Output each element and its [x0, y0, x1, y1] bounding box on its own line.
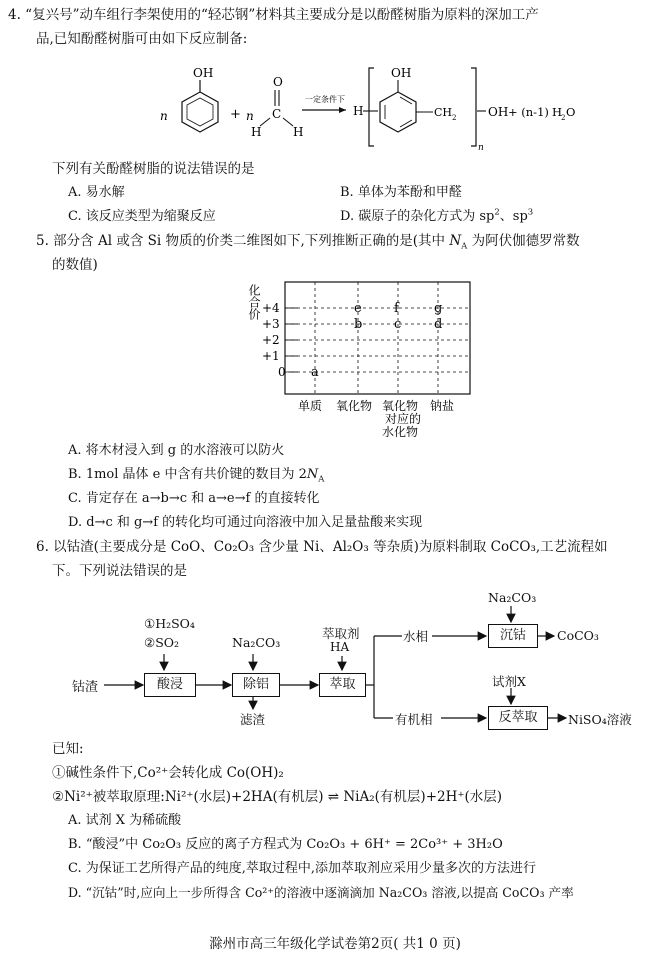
box-back-extract: 反萃取 — [488, 706, 548, 730]
reaction-condition: 一定条件下 — [305, 95, 345, 104]
label-product-coco3: CoCO₃ — [557, 628, 599, 643]
box-acid-leach: 酸浸 — [144, 673, 196, 697]
product-ring — [380, 66, 456, 132]
coef-n1: n — [160, 109, 168, 123]
y-tick-label: +3 — [262, 317, 280, 331]
svg-text:H: H — [353, 104, 364, 118]
x-tick-label: 水化物 — [382, 425, 419, 439]
water-coef: + (n-1) — [508, 105, 549, 119]
box-precip-co: 沉钴 — [488, 624, 538, 648]
q5-option-d: D. d→c 和 g→f 的转化均可通过向溶液中加入足量盐酸来实现 — [68, 515, 423, 530]
q6-known-2: ②Ni²⁺被萃取原理:Ni²⁺(水层)+2HA(有机层) ⇌ NiA₂(有机层)+2H⁺(水层) — [52, 789, 503, 805]
svg-text:OH: OH — [488, 105, 509, 119]
process-flowchart — [60, 584, 650, 734]
q4-line2: 品,已知酚醛树脂可由如下反应制备: — [36, 31, 248, 47]
label-residue: 滤渣 — [240, 712, 266, 727]
svg-text:n: n — [478, 143, 484, 153]
point-d: d — [434, 317, 443, 332]
point-c: c — [394, 317, 402, 332]
reaction-scheme — [150, 58, 610, 158]
q4-option-d: D. 碳原子的杂化方式为 $sp^2$、$sp^3$ — [340, 207, 534, 224]
q6-option-a: A. 试剂 X 为稀硫酸 — [68, 813, 182, 828]
y-tick-label: +4 — [262, 301, 280, 315]
svg-text:CH: CH — [434, 106, 453, 119]
formaldehyde-structure — [251, 75, 303, 139]
input-na2co3-1: Na₂CO₃ — [232, 635, 281, 650]
svg-text:C: C — [272, 107, 282, 121]
y-tick-label: 0 — [278, 365, 286, 379]
svg-text:2: 2 — [561, 114, 566, 122]
input-extractant-ha: HA — [330, 640, 350, 654]
x-tick-label: 钠盐 — [430, 399, 455, 413]
x-tick-label: 对应的 — [385, 412, 422, 426]
valence-class-chart — [240, 274, 480, 440]
box-remove-al: 除铝 — [232, 673, 280, 697]
svg-text:n: n — [246, 109, 254, 123]
q6-option-c: C. 为保证工艺所得产品的纯度,萃取过程中,添加萃取剂应采用少量多次的方法进行 — [68, 861, 537, 876]
q5-option-c: C. 肯定存在 a→b→c 和 a→e→f 的直接转化 — [68, 491, 320, 506]
svg-text:O: O — [566, 105, 576, 119]
page-footer: 滁州市高三年级化学试卷第2页( 共1 0 页) — [209, 936, 461, 952]
q6-known-1: ①碱性条件下,Co²⁺会转化成 Co(OH)₂ — [52, 765, 284, 781]
point-b: b — [354, 317, 363, 332]
svg-text:H: H — [552, 105, 563, 119]
q6-option-d: D. “沉钴”时,应向上一步所得含 Co²⁺的溶液中逐滴滴加 Na₂CO₃ 溶液,以提高 CoCO₃ 产率 — [68, 885, 574, 900]
point-e: e — [354, 301, 362, 316]
q5-line1: 5. 部分含 Al 或含 Si 物质的价类二维图如下,下列推断正确的是(其中 $N_A$ 为阿伏伽德罗常数 — [36, 233, 580, 252]
label-organic-phase: 有机相 — [395, 712, 433, 727]
svg-text:H: H — [293, 125, 304, 139]
input-na2co3-2: Na₂CO₃ — [488, 590, 537, 605]
label-product-niso4: NiSO₄溶液 — [568, 712, 632, 727]
q5-option-a: A. 将木材浸入到 g 的水溶液可以防火 — [68, 443, 285, 458]
x-tick-label: 氧化物 — [382, 399, 419, 413]
q6-line2: 下。下列说法错误的是 — [52, 563, 187, 579]
input-extractant: 萃取剂 — [322, 626, 360, 641]
svg-text:OH: OH — [193, 66, 214, 80]
x-tick-label: 氧化物 — [336, 399, 373, 413]
q6-option-b: B. “酸浸”中 Co₂O₃ 反应的离子方程式为 Co₂O₃ + 6H⁺ = 2Co³⁺ + 3H₂O — [68, 837, 503, 852]
svg-text:2: 2 — [452, 114, 457, 122]
q6-line1: 6. 以钴渣(主要成分是 CoO、Co₂O₃ 含少量 Ni、Al₂O₃ 等杂质)为原料制取 CoCO₃,工艺流程如 — [36, 539, 608, 555]
label-start: 钴渣 — [72, 680, 99, 695]
y-axis-label: 化合价 — [247, 284, 261, 320]
input-reagent-x: 试剂X — [492, 674, 526, 689]
input-so2: ②SO₂ — [144, 635, 180, 650]
phenol-structure — [182, 66, 218, 132]
q4-stem: 下列有关酚醛树脂的说法错误的是 — [52, 161, 255, 177]
q6-known: 已知: — [52, 741, 84, 757]
q4-option-c: C. 该反应类型为缩聚反应 — [68, 209, 216, 224]
svg-text:O: O — [273, 75, 283, 89]
svg-text:+: + — [230, 107, 241, 122]
point-g: g — [434, 301, 443, 316]
q4-line1: 4. “复兴号”动车组行李架使用的“轻芯钢”材料其主要成分是以酚醛树脂为原料的深加工产 — [8, 7, 539, 23]
point-f: f — [394, 301, 399, 316]
q5-option-b: B. 1mol 晶体 e 中含有共价键的数目为 $2N_A$ — [68, 467, 325, 485]
box-extract: 萃取 — [319, 673, 366, 697]
q5-line2: 的数值) — [52, 257, 98, 273]
svg-text:H: H — [251, 125, 262, 139]
svg-text:OH: OH — [391, 66, 412, 80]
y-tick-label: +1 — [262, 349, 280, 363]
q4-option-b: B. 单体为苯酚和甲醛 — [340, 185, 462, 200]
point-a: a — [311, 365, 319, 380]
input-h2so4: ①H₂SO₄ — [144, 616, 195, 631]
label-water-phase: 水相 — [403, 629, 429, 644]
x-tick-label: 单质 — [298, 399, 323, 413]
y-tick-label: +2 — [262, 333, 280, 347]
q4-option-a: A. 易水解 — [68, 185, 125, 200]
